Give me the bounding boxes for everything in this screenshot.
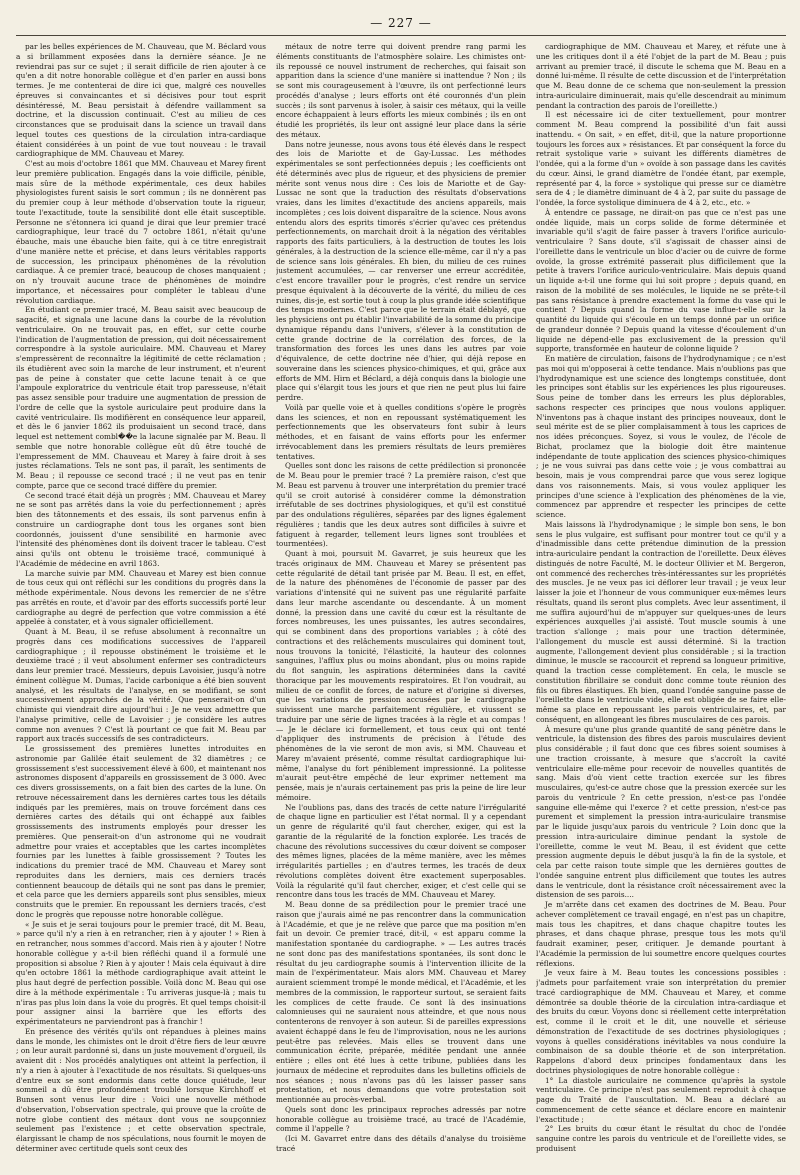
paragraph: 1° La diastole auriculaire ne commence qu'après la systole ventriculaire. Ce principe n'est pas seulement reproduit à chaque page du Traité de l'auscultation. M. Beau a déclaré au commencement de cette séance et déclare encore en maintenir l'exactitude ; [536, 1075, 786, 1124]
paragraph: Ne l'oublions pas, dans des tracés de cette nature l'irrégularité de chaque ligne en particulier est l'état normal. Il y a cependant un genre de régularité qu'il faut chercher, exiger, qui est la garantie de la régularité de la fonction explorée. Les tracés de chacune des révolutions successives du cœur doivent se composer des mêmes lignes, placées de la même manière, avec les mêmes irrégularités partielles ; en d'autres termes, les tracés de deux révolutions complètes doivent être exactement superposables. Voilà la régularité qu'il faut chercher, exiger, et c'est celle qui se rencontre dans tous les tracés de MM. Chauveau et Marey. [276, 802, 526, 900]
paragraph: par les belles expériences de M. Chauveau, que M. Béclard vous a si brillamment exposées dans la dernière séance. Je ne reviendrai pas sur ce sujet ; il serait difficile de rien ajouter à ce qu'en a dit notre honorable collègue et d'en parler en aussi bons termes. Je me contenterai de dire ici que, malgré ces nouvelles épreuves si convaincantes et si décisives pour tout esprit désintéressé, M. Beau persistait à défendre vaillamment sa doctrine, et la discussion continuait. C'est au milieu de ces circonstances que se produisait dans la science un travail dans lequel toutes ces questions de la circulation intra-cardiaque étaient considérées à un point de vue tout nouveau : le travail cardiographique de MM. Chauveau et Marey. [16, 42, 266, 159]
paragraph: Quelles sont donc les raisons de cette prédilection si prononcée de M. Beau pour le premier tracé ? La première raison, c'est que M. Beau est parvenu à trouver une interprétation du premier tracé qu'il se croit autorisé à considérer comme la démonstration irréfutable de ses doctrines physiologiques, et qu'il est constitué par des ondulations régulières, séparées par des lignes également régulières ; tandis que les deux autres sont difficiles à suivre et fatiguent à regarder, tellement leurs lignes sont troublées et tourmentées). [276, 461, 526, 549]
paragraph: Je m'arrête dans cet examen des doctrines de M. Beau. Pour achever complètement ce travail engagé, en n'est pas un chapitre, mais tous les chapitres, et dans chaque chapitre toutes les phrases, et dans chaque phrase, presque tous les mots qu'il faudrait examiner, peser, critiquer. Je demande pourtant à l'Académie la permission de lui soumettre encore quelques courtes réflexions. [536, 900, 786, 968]
paragraph: Le grossissement des premières lunettes introduites en astronomie par Galilée était seulement de 32 diamètres ; ce grossissement s'est successivement élevé à 600, et maintenant nos astronomes disposent d'appareils en grossissement de 3 000. Avec ces divers grossissements, on a fait bien des cartes de la lune. On retrouve nécessairement dans les dernières cartes tous les détails indiqués par les premières, mais on trouve forcément dans ces dernières cartes des détails qui ont échappé aux faibles grossissements des instruments employés pour dresser les premières. Que penserait-on d'un astronome qui ne voudrait admettre pour vraies et acceptables que les cartes incomplètes fournies par les lunettes à faible grossissement ? Toutes les indications du premier tracé de MM. Chauveau et Marey sont reproduites dans les derniers, mais ces derniers tracés contiennent beaucoup de détails qui ne sont pas dans le premier, et cela parce que les derniers appareils sont plus sensibles, mieux construits que le premier. En repoussant les derniers tracés, c'est donc le progrès que repousse notre honorable collègue. [16, 744, 266, 919]
paragraph: « Je suis et je serai toujours pour le premier tracé, dit M. Beau, » parce qu'il n'y a rien à en retrancher, rien à y ajouter ! » Rien à en retrancher, nous sommes d'accord. Mais rien à y ajouter ! Notre honorable collègue y a-t-il bien réfléchi quand il a formulé une proposition si absolue ? Rien à y ajouter ! Mais cela équivaut à dire qu'en octobre 1861 la méthode cardiographique avait atteint le plus haut degré de perfection possible. Voilà donc M. Beau qui ose dire à la méthode expérimentale : Tu arriveras jusque-là ; mais tu n'iras pas plus loin dans la voie du progrès. Et quel temps choisit-il pour assigner ainsi la barrière que les efforts des expérimentateurs ne parviendront pas à franchir ! [16, 919, 266, 1026]
paragraph: Mais laissons là l'hydrodynamique ; le simple bon sens, le bon sens le plus vulgaire, est suffisant pour montrer tout ce qu'il y a d'inadmissible dans cette prétendue diminution de la pression intra-auriculaire pendant la contraction de l'oreillette. Deux élèves distingués de notre Faculté, M. le docteur Ollivier et M. Bergeron, ont commencé des recherches très-intéressantes sur les propriétés des muscles. Je ne veux pas ici déflorer leur travail ; je veux leur laisser la joie et l'honneur de vous communiquer eux-mêmes leurs résultats, quand ils seront plus complets. Avec leur assentiment, il me suffira aujourd'hui de m'appuyer sur quelques-unes de leurs expériences auxquelles j'ai assisté. Tout muscle soumis à une traction s'allonge ; mais pour une traction déterminée, l'allongement du muscle est aussi déterminé. Si la traction augmente, l'allongement devient plus considérable ; si la traction diminue, le muscle se raccourcit et reprend sa longueur primitive, quand la traction cesse complètement. En cela, le muscle se constitution fibrillaire se conduit donc comme toute réunion des fils ou fibres élastiques. Eh bien, quand l'ondée sanguine passe de l'oreillette dans le ventricule vide, elle est obligée de se faire elle-même sa place en repoussant les parois ventriculaires, et, par conséquent, en allongeant les fibres musculaires de ces parois. [536, 519, 786, 724]
paragraph: Quels sont donc les principaux reproches adressés par notre honorable collègue au troisième tracé, au tracé de l'Académie, comme il l'appelle ? [276, 1104, 526, 1134]
paragraph: La marche suivie par MM. Chauveau et Marey est bien connue de tous ceux qui ont réfléchi sur les conditions du progrès dans la méthode expérimentale. Nous devons les remercier de ne s'être pas arrêtés en route, et d'avoir par des efforts successifs porté leur cardiographe au degré de perfection que votre commission a été appelée à constater, et à vous signaler officiellement. [16, 568, 266, 627]
paragraph: En matière de circulation, faisons de l'hydrodynamique ; ce n'est pas moi qui m'opposerai à cette tendance. Mais n'oublions pas que l'hydrodynamique est une science des longtemps constituée, dont les principes sont établis sur les expériences les plus rigoureuses. Sous peine de tomber dans les erreurs les plus déplorables, sachons respecter ces principes que nous voulons appliquer. N'inventons pas à chaque instant des principes nouveaux, dont le seul mérite est de se plier complaisamment à tous les caprices de nos idées préconçues. Soyez, si vous le voulez, de l'école de Bichat, proclamez que la biologie doit être maintenue indépendante de toute application des sciences physico-chimiques ; je ne vous suivrai pas dans cette voie ; je vous combattrai au besoin, mais je vous comprendrai parce que vous serez logique dans vos raisonnements. Mais, si vous voulez appliquer les principes d'une science à l'explication des phénomènes de la vie, commencez par apprendre et respecter les principes de cette science. [536, 354, 786, 519]
paragraph: (Ici M. Gavarret entre dans des détails d'analyse du troisième tracé [276, 1134, 526, 1153]
paragraph: 2° Les bruits du cœur étant le résultat du choc de l'ondée sanguine contre les parois du ventricule et de l'oreillette vides, se produisent [536, 1124, 786, 1153]
paragraph: Ce second tracé était déjà un progrès ; MM. Chauveau et Marey ne se sont pas arrêtés dans la voie du perfectionnement ; après bien des tâtonnements et des essais, ils sont parvenus enfin à construire un cardiographe dont tous les organes sont bien coordonnés, jouissent d'une sensibilité en harmonie avec l'intensité des phénomènes dont ils doivent tracer le tableau. C'est ainsi qu'ils ont obtenu le troisième tracé, communiqué à l'Académie de médecine en avril 1863. [16, 490, 266, 568]
column-middle [276, 42, 526, 1172]
paragraph: En étudiant ce premier tracé, M. Beau saisit avec beaucoup de sagacité, et signala une lacune dans la courbe de la révolution ventriculaire. On ne trouvait pas, en effet, sur cette courbe l'indication de l'augmentation de pression, qui doit nécessairement correspondre à la systole auriculaire. MM. Chauveau et Marey s'empressèrent de reconnaître la légitimité de cette réclamation ; ils étudièrent avec soin la marche de leur instrument, et n'eurent pas de peine à constater que cette lacune tenait à ce que l'ampoule exploratrice du ventricule était trop paresseuse, n'était pas assez sensible pour traduire une augmentation de pression de l'ordre de celle que la systole auriculaire peut produire dans la cavité ventriculaire. Ils modifièrent en conséquence leur appareil, et dès le 6 janvier 1862 ils produisaient un second tracé, dans lequel est nettement combl��e la lacune signalée par M. Beau. Il semble que notre honorable collègue eût dû être touché de l'empressement de MM. Chauveau et Marey à faire droit à ses justes réclamations. Tels ne sont pas, il paraît, les sentiments de M. Beau ; il repousse ce second tracé ; il ne veut pas en tenir compte, parce que ce second tracé diffère du premier. [16, 305, 266, 490]
page-number: — 227 — [370, 16, 432, 30]
paragraph: Je veux faire à M. Beau toutes les concessions possibles : j'admets pour parfaitement vraie son interprétation du premier tracé cardiographique de MM. Chauveau et Marey, et comme démontrée sa double théorie de la circulation intra-cardiaque et des bruits du cœur. Voyons donc si réellement cette interprétation est, comme il le croit et le dit, une nouvelle et sérieuse démonstration de l'exactitude de ses doctrines physiologiques ; voyons à quelles considérations inévitables va nous conduire la combinaison de sa double théorie et de son interprétation. Rappelons d'abord deux principes fondamentaux dans les doctrines physiologiques de notre honorable collègue : [536, 968, 786, 1075]
paragraph: À entendre ce passage, ne dirait-on pas que ce n'est pas une ondée liquide, mais un corps solide de forme déterminée et invariable qu'il s'agit de faire passer à travers l'orifice auriculo-ventriculaire ? Sans doute, s'il s'agissait de chasser ainsi de l'oreillette dans le ventricule un bloc d'acier ou de cuivre de forme ovoïde, la grosse extrémité passerait plus difficilement que la petite à travers l'orifice auriculo-ventriculaire. Mais depuis quand un liquide a-t-il une forme qui lui soit propre ; depuis quand, en raison de la mobilité de ses molécules, le liquide ne se prête-t-il pas sans résistance à prendre exactement la forme du vase qui le contient ? Depuis quand la forme du vase influe-t-elle sur la quantité du liquide qui s'écoule en un temps donné par un orifice de grandeur donnée ? Depuis quand la vitesse d'écoulement d'un liquide ne dépend-elle pas exclusivement de la pression qu'il supporte, transformée en hauteur de colonne liquide ? [536, 207, 786, 354]
paragraph: cardiographique de MM. Chauveau et Marey, et réfute une à une les critiques dont il a été l'objet de la part de M. Beau ; puis arrivant au premier tracé, il discute le schema que M. Beau en a donné lui-même. Il résulte de cette discussion et de l'interprétation que M. Beau donne de ce schema que non-seulement la pression intra-auriculaire diminuerait, mais qu'elle descendrait au minimum pendant la contraction des parois de l'oreillette.) [536, 42, 786, 110]
text-columns [16, 42, 786, 1172]
paragraph: À mesure qu'une plus grande quantité de sang pénètre dans le ventricule, la distension des fibres des parois musculaires devient plus considérable ; il faut donc que ces fibres soient soumises à une traction croissante, à mesure que s'accroît la cavité ventriculaire elle-même pour recevoir de nouvelles quantités de sang. Mais d'où vient cette traction exercée sur les fibres musculaires, qu'est-ce autre chose que la pression exercée sur les parois du ventricule ? En cette pression, n'est-ce pas l'ondée sanguine elle-même qui l'exerce ? et cette pression, n'est-ce pas purement et simplement la pression intra-auriculaire transmise par le liquide jusqu'aux parois du ventricule ? Loin donc que la pression intra-auriculaire diminue pendant la systole de l'oreillette, comme le veut M. Beau, il est évident que cette pression augmente depuis le début jusqu'à la fin de la systole, et cela par cette raison toute simple que les dernières gouttes de l'ondée sanguine entrent plus difficilement que toutes les autres dans le ventricule, dont la résistance croît nécessairement avec la distension de ses parois.... [536, 724, 786, 900]
paragraph: M. Beau donne de sa prédilection pour le premier tracé une raison que j'aurais aimé ne pas rencontrer dans la communication à l'Académie, et que je ne relève que parce que ma position m'en fait un devoir. Ce premier tracé, dit-il, « est apparu comme la manifestation spontanée du cardiographe. » — Les autres tracés ne sont donc pas des manifestations spontanées, ils sont donc le résultat du jeu cardiographe soumis à l'intervention illicite de la main de l'expérimentateur. Mais alors MM. Chauveau et Marey auraient sciemment trompé le monde médical, et l'Académie, et les membres de la commission, le rapporteur surtout, se seraient faits les complices de cette fraude. Ce sont là des insinuations calomnieuses qui ne sauraient nous atteindre, et que nous nous contenterons de renvoyer à son auteur. Si de pareilles expressions avaient échappé dans le feu de l'improvisation, nous ne les aurions peut-être pas relevées. Mais elles se trouvent dans une communication écrite, préparée, méditée pendant une année entière ; elles ont été lues à cette tribune, publiées dans les journaux de médecine et reproduites dans les bulletins officiels de nos séances ; nous n'avons pas dû les laisser passer sans protestation, et nous demandons que votre protestation soit mentionnée au procès-verbal. [276, 900, 526, 1104]
paragraph: Voilà par quelle voie et à quelles conditions s'opère le progrès dans les sciences, et non en repoussant systématiquement les perfectionnements que les observateurs font subir à leurs méthodes, et en faisant de vains efforts pour les enfermer irrévocablement dans les premiers résultats de leurs premières tentatives. [276, 402, 526, 461]
paragraph: Quant à M. Beau, il se refuse absolument à reconnaître un progrès dans ces modifications successives de l'appareil cardiographique ; il repousse obstinément le troisième et le deuxième tracé ; il veut absolument enfermer ses contradicteurs dans leur premier tracé. Messieurs, depuis Lavoisier, jusqu'à notre éminent collègue M. Dumas, l'acide carbonique a été bien souvent analysé, et les résultats de l'analyse, en se modifiant, se sont successivement approchés de la vérité. Que penserait-on d'un chimiste qui viendrait dire aujourd'hui : Je ne veux admettre que l'analyse primitive, celle de Lavoisier ; je considère les autres comme non avenues ? C'est là pourtant ce que fait M. Beau par rapport aux tracés successifs de ses contradicteurs. [16, 627, 266, 744]
paragraph: En présence des vérités qu'ils ont répandues à pleines mains dans le monde, les chimistes ont le droit d'être fiers de leur œuvre ; on leur aurait pardonné si, dans un juste mouvement d'orgueil, ils avaient dit : Nos procédés analytiques ont atteint la perfection, il n'y a rien à ajouter à l'exactitude de nos résultats. Si quelques-uns d'entre eux se sont endormis dans cette douce quiétude, leur sommeil a dû être profondément troublé lorsque Kirchhoff et Bunsen sont venus leur dire : Voici une nouvelle méthode d'observation, l'observation spectrale, qui prouve que la croûte de notre globe contient des métaux dont vous ne soupçonniez seulement pas l'existence ; et cette observation spectrale, élargissant le champ de nos spéculations, nous fournit le moyen de déterminer avec certitude quels sont ceux des [16, 1026, 266, 1153]
column-left [16, 42, 266, 1172]
paragraph: Quant à moi, poursuit M. Gavarret, je suis heureux que les tracés originaux de MM. Chauveau et Marey se présentent pas cette régularité de détail tant prisée par M. Beau. Il est, en effet, de la nature des phénomènes de l'économie de passer par des variations d'intensité qui ne suivent pas une régularité parfaite dans leur marche ascendante ou descendante. À un moment donné, la pression dans une cavité du cœur est la résultante de forces nombreuses, les unes puissantes, les autres secondaires, qui se combinent dans des proportions variables ; à côté des contractions et des relâchements musculaires qui dominent tout, nous trouvons la tonicité, l'élasticité, la hauteur des colonnes sanguines, l'afflux plus ou moins abondant, plus ou moins rapide du flot sanguin, les aspirations déterminées dans la cavité thoracique par les mouvements respiratoires. Et l'on voudrait, au milieu de ce conflit de forces, de nature et d'origine si diverses, que les variations de pression accusées par le cardiographe suivissent une marche parfaitement régulière, et viussent se traduire par une série de lignes tracées à la règle et au compas ! — Je le déclare ici formellement, et tous ceux qui ont tenté d'appliquer des instruments de précision à l'étude des phénomènes de la vie seront de mon avis, si MM. Chauveau et Marey m'avaient présenté, comme résultat cardiographique lui-même, l'analyse du fort péniblement impressionné. La politesse m'aurait peut-être empêché de leur exprimer nettement ma pensée, mais je n'aurais certainement pas pris la peine de lire leur mémoire. [276, 549, 526, 802]
paragraph: Dans notre jeunesse, nous avons tous été élevés dans le respect des lois de Mariotte et de Gay-Lussac. Les méthodes expérimentales se sont perfectionnées depuis ; les coefficients ont été déterminés avec plus de rigueur, et des physiciens de premier mérite sont venus nous dire : Ces lois de Mariotte et de Gay-Lussac ne sont que la traduction des résultats d'observations vraies, dans les limites d'exactitude des anciens appareils, mais incomplètes ; ces lois doivent disparaître de la science. Nous avons entendu alors des esprits timorés s'écrier qu'avec ces prétendus perfectionnements, on marchait droit à la négation des véritables rapports des faits particuliers, à la destruction de toutes les lois générales, à la destruction de la science elle-même, car il n'y a pas de science sans lois générales. Eh bien, du milieu de ces ruines justement accumulées, — car renverser une erreur accréditée, c'est encore travailler pour le progrès, c'est rendre un service presque équivalent à la découverte de la vérité, du milieu de ces ruines, dis-je, est sortie tout à coup la plus grande idée scientifique des temps modernes. C'est parce que le terrain était déblayé, que les physiciens ont pu établir l'invariabilité de la somme du principe dynamique répandu dans l'univers, s'élever à la constitution de cette grande doctrine de la corrélation des forces, de la transformation des forces les unes dans les autres par voie d'équivalence, de cette doctrine née d'hier, qui déjà repose en souveraine dans les sciences physico-chimiques, et qui, grâce aux efforts de MM. Hirn et Béclard, a déjà conquis dans la biologie une place qui s'élargit tous les jours et que rien ne peut plus lui faire perdre. [276, 139, 526, 402]
header-rule [16, 35, 786, 36]
column-right [536, 42, 786, 1172]
paragraph: C'est au mois d'octobre 1861 que MM. Chauveau et Marey firent leur première publication. Engagés dans la voie difficile, pénible, mais sûre de la méthode expérimentale, ces deux habiles physiologistes furent saisis le sort commun ; ils ne donnèrent pas du premier coup à leur méthode d'observation toute la rigueur, toute l'exactitude, toute la sensibilité dont elle était susceptible. Personne ne s'étonnera ici quand je dirai que leur premier tracé cardiographique, leur tracé du 7 octobre 1861, n'était qu'une ébauche, mais une ébauche bien faite, qui à ce titre enregistrait d'une manière nette et précise, et dans leurs véritables rapports de succession, les principaux phénomènes de la révolution cardiaque. À ce premier tracé, beaucoup de choses manquaient ; on n'y trouvait aucune trace de phénomènes de moindre importance, et nécessaires pour compléter le tableau d'une révolution cardiaque. [16, 159, 266, 305]
paragraph: Il est nécessaire ici de citer textuellement, pour montrer comment M. Beau comprend la possibilité d'un fait aussi inattendu. « On sait, » en effet, dit-il, que la nature proportionne toujours les forces aux » résistances. Et par conséquent la force du retrait systolique varie » suivant les différents diamètres de l'ondée, qui a la forme d'un » ovoïde à son passage dans les cavités du cœur. Ainsi, le grand diamètre de l'ondée étant, par exemple, représenté par 4, la force » systolique qui presse sur ce diamètre sera de 4 ; le diamètre diminuant de 4 à 2, par suite du passage de l'ondée, la force systolique diminuera de 4 à 2, etc., etc. » [536, 110, 786, 207]
paragraph: métaux de notre terre qui doivent prendre rang parmi les éléments constituants de l'atmosphère solaire. Les chimistes ont-ils repoussé ce nouvel instrument de recherches, qui faisait son apparition dans la science d'une manière si inattendue ? Non ; ils se sont mis courageusement à l'œuvre, ils ont perfectionné leurs procédés d'analyse ; leurs efforts ont été couronnés d'un plein succès ; ils sont parvenus à isoler, à saisir ces métaux, qui la veille encore échappaient à leurs efforts les mieux combinés ; ils en ont étudié les propriétés, ils leur ont assigné leur place dans la série des métaux. [276, 42, 526, 139]
